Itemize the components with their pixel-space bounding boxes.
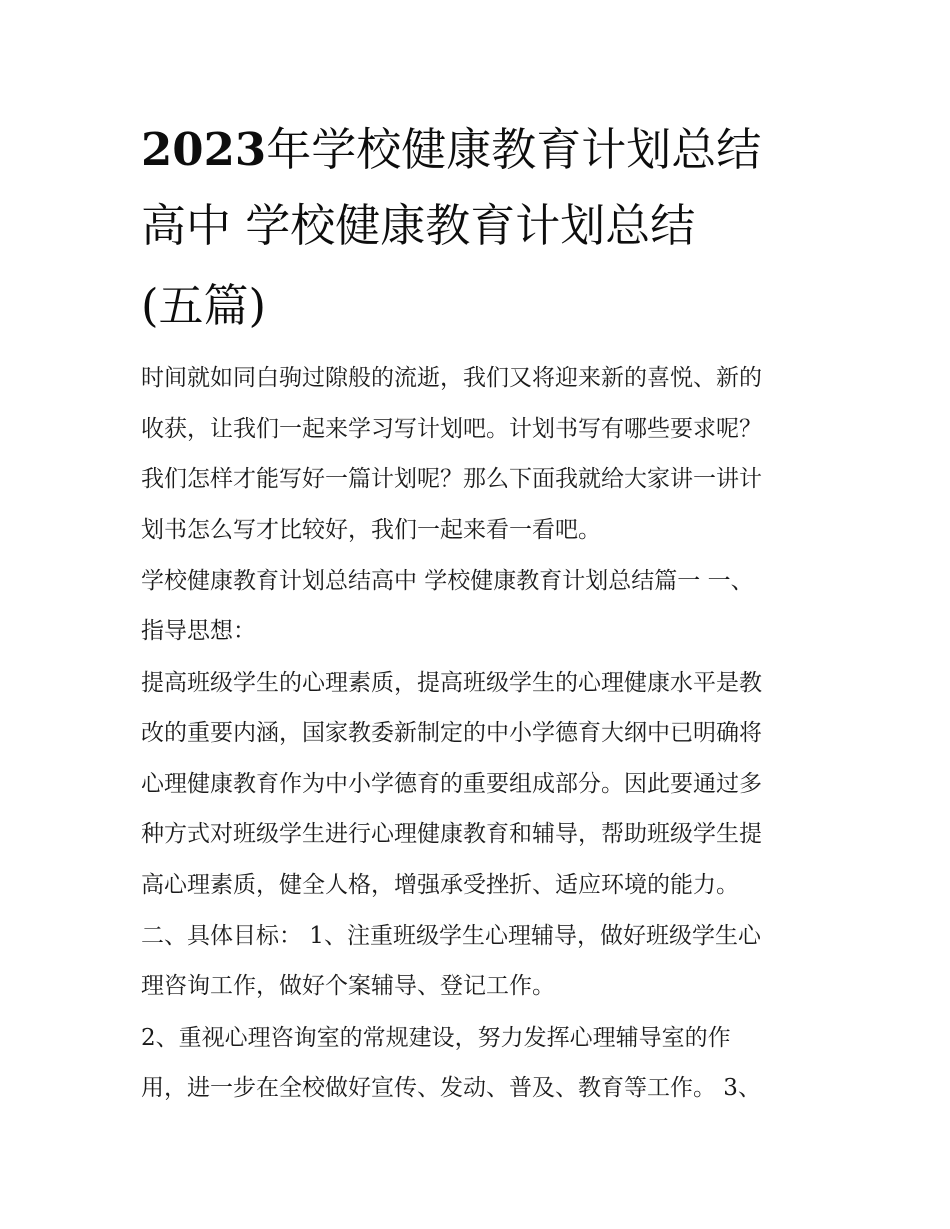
document-title-line-1: 2023年学校健康教育计划总结 — [141, 123, 762, 176]
body-line-3: 我们怎样才能写好一篇计划呢？那么下面我就给大家讲一讲计 — [141, 466, 762, 492]
document-title-line-3: (五篇) — [141, 279, 267, 332]
title-year: 2023 — [141, 123, 267, 176]
body-line-15: 用，进一步在全校做好宣传、发动、普及、教育等工作。 3、 — [141, 1075, 761, 1101]
body-line-1: 时间就如同白驹过隙般的流逝，我们又将迎来新的喜悦、新的 — [141, 365, 762, 391]
body-line-14: 2、重视心理咨询室的常规建设，努力发挥心理辅导室的作 — [141, 1025, 731, 1051]
body-line-6: 指导思想： — [141, 618, 256, 644]
body-line-4: 划书怎么写才比较好，我们一起来看一看吧。 — [141, 517, 601, 543]
body-line-9: 心理健康教育作为中小学德育的重要组成部分。因此要通过多 — [141, 771, 762, 797]
document-title-line-2: 高中 学校健康教育计划总结 — [141, 199, 696, 252]
body-line-7: 提高班级学生的心理素质，提高班级学生的心理健康水平是教 — [141, 670, 762, 696]
body-line-10: 种方式对班级学生进行心理健康教育和辅导，帮助班级学生提 — [141, 821, 762, 847]
body-line-2: 收获，让我们一起来学习写计划吧。计划书写有哪些要求呢？ — [141, 416, 762, 442]
body-line-5: 学校健康教育计划总结高中 学校健康教育计划总结篇一 一、 — [141, 568, 754, 594]
body-line-11: 高心理素质，健全人格，增强承受挫折、适应环境的能力。 — [141, 872, 739, 898]
body-line-13: 理咨询工作，做好个案辅导、登记工作。 — [141, 973, 555, 999]
body-line-12: 二、具体目标： 1、注重班级学生心理辅导，做好班级学生心 — [141, 923, 761, 949]
body-line-8: 改的重要内涵，国家教委新制定的中小学德育大纲中已明确将 — [141, 720, 762, 746]
